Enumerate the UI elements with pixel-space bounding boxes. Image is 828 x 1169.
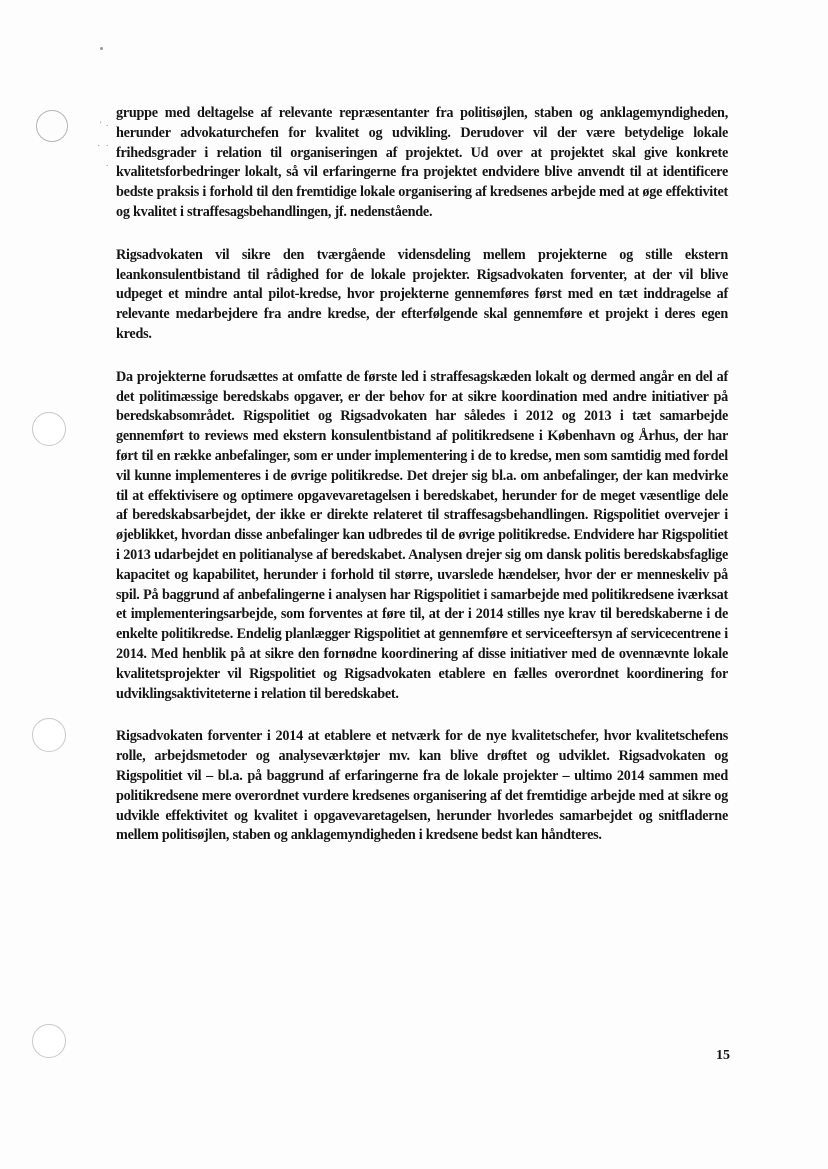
- paragraph: Rigsadvokaten vil sikre den tværgående vidensdeling mellem projekterne og stille ekstern leankonsulentbistand til rådighed for de lokale projekter. Rigsadvokaten forventer, at der vil blive udpeget et mindre antal pilot-kredse, hvor projekterne gennemføres først med en tæt inddragelse af relevante medarbejdere fra andre kredse, der efterfølgende skal gennemføre et projekt i deres egen kreds.: [116, 246, 728, 342]
- binder-hole: [32, 718, 66, 752]
- paragraph: Rigsadvokaten forventer i 2014 at etablere et netværk for de nye kvalitetschefer, hvor kvalitetschefens rolle, arbejdsmetoder og analyseværktøjer mv. kan blive drøftet og udviklet. Rigsadvokaten og Rigspolitiet vil – bl.a. på baggrund af erfaringerne fra de lokale projekter – ultimo 2014 sammen med politikredsene mere overordnet vurdere kredsenes organisering af det fremtidige arbejde med at sikre og udvikle effektivitet og kvalitet i opgavevaretagelsen, herunder hvorledes samarbejdet og snitfladerne mellem politisøjlen, staben og anklagemyndigheden i kredsene bedst kan håndteres.: [116, 728, 728, 844]
- body-text: [116, 104, 728, 869]
- paragraph: Da projekterne forudsættes at omfatte de første led i straffesagskæden lokalt og dermed angår en del af det politimæssige beredskabs opgaver, er der behov for at sikre koordination med andre initiativer på beredskabsområdet. Rigspolitiet og Rigsadvokaten har således i 2012 og 2013 i tæt samarbejde gennemført to reviews med ekstern konsulentbistand af politikredsene i København og Århus, der har ført til en række anbefalinger, som er under implementering i de to kredse, men som samtidig med fordel vil kunne implementeres i de øvrige politikredse. Det drejer sig bl.a. om anbefalinger, der kan medvirke til at effektivisere og optimere opgavevaretagelsen i beredskabet, herunder for de meget væsentlige dele af beredskabsarbejdet, der ikke er direkte relateret til straffesagsbehandlingen. Rigspolitiet overvejer i øjeblikket, hvordan disse anbefalinger kan udbredes til de øvrige politikredse. Endvidere har Rigspolitiet i 2013 udarbejdet en politianalyse af beredskabet. Analysen drejer sig om dansk politis beredskabsfaglige kapacitet og kapabilitet, herunder i forhold til større, uvarslede hændelser, hvor der er menneskeliv på spil. På baggrund af anbefalingerne i analysen har Rigspolitiet i samarbejde med politikredsene iværksat et implementeringsarbejde, som forventes at føre til, at der i 2014 stilles nye krav til beredskaberne i de enkelte politikredse. Endelig planlægger Rigspolitiet at gennemføre et serviceeftersyn af servicecentrene i 2014. Med henblik på at sikre den fornødne koordinering af disse initiativer med de ovennævnte lokale kvalitetsprojekter vil Rigspolitiet og Rigsadvokaten etablere en fælles overordnet koordinering for udviklingsaktiviteterne i relation til beredskabet.: [116, 368, 728, 702]
- bleed-through-text: ̓ · · · ·: [96, 120, 110, 172]
- binder-hole: [32, 1024, 66, 1058]
- paragraph: gruppe med deltagelse af relevante repræsentanter fra politisøjlen, staben og anklagemyndigheden, herunder advokaturchefen for kvalitet og udvikling. Derudover vil der være betydelige lokale frihedsgrader i relation til organiseringen af projektet. Ud over at projektet skal give konkrete kvalitetsforbedringer lokalt, så vil erfaringerne fra projektet endvidere blive anvendt til at identificere bedste praksis i forhold til den fremtidige lokale organisering af kredsenes arbejde med at øge effektivitet og kvalitet i straffesagsbehandlingen, jf. nedenstående.: [116, 105, 728, 220]
- binder-hole: [32, 412, 66, 446]
- page-number: 15: [716, 1048, 730, 1063]
- scan-speck: [100, 47, 103, 50]
